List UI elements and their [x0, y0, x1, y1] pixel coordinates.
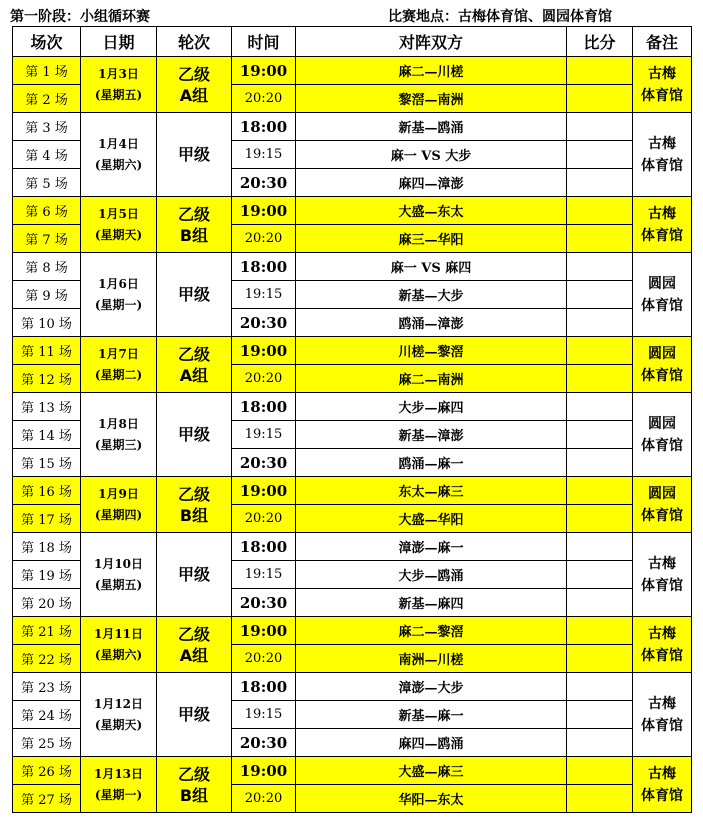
match-teams: 新基—麻一 [296, 701, 567, 729]
match-score [567, 393, 633, 421]
weekday-text: (星期六) [94, 157, 143, 172]
match-score [567, 589, 633, 617]
table-row [13, 673, 692, 701]
stage-title: 第一阶段：小组循环赛 [10, 9, 150, 25]
venue-note [633, 253, 692, 337]
match-teams: 麻二—黎滘 [296, 617, 567, 645]
game-number: 第 5 场 [13, 169, 81, 197]
match-score [567, 449, 633, 477]
round-level [157, 57, 232, 113]
round-level [157, 393, 232, 477]
weekday-text: (星期五) [94, 577, 143, 592]
match-time: 19:15 [232, 421, 296, 449]
venue-text: 体育馆 [641, 577, 683, 594]
match-date [81, 57, 157, 113]
game-number: 第 21 场 [13, 617, 81, 645]
match-score [567, 757, 633, 785]
header-row [13, 27, 692, 57]
match-time: 20:20 [232, 85, 296, 113]
match-teams: 黎滘—南洲 [296, 85, 567, 113]
match-teams: 漳澎—麻一 [296, 533, 567, 561]
match-time: 19:15 [232, 281, 296, 309]
match-score [567, 57, 633, 85]
match-score [567, 505, 633, 533]
match-teams: 鸥涌—麻一 [296, 449, 567, 477]
match-time: 19:00 [232, 337, 296, 365]
match-time: 19:15 [232, 561, 296, 589]
date-text: 1月9日 [98, 486, 139, 501]
match-teams: 麻三—华阳 [296, 225, 567, 253]
match-time: 20:30 [232, 729, 296, 757]
match-score [567, 113, 633, 141]
venue-text: 体育馆 [641, 647, 683, 664]
match-time: 20:20 [232, 785, 296, 813]
table-row [13, 477, 692, 505]
match-time: 18:00 [232, 393, 296, 421]
table-row [13, 113, 692, 141]
round-text: B组 [179, 225, 209, 245]
match-time: 19:15 [232, 701, 296, 729]
game-number: 第 12 场 [13, 365, 81, 393]
round-level [157, 253, 232, 337]
game-number: 第 14 场 [13, 421, 81, 449]
venue-note [633, 673, 692, 757]
round-text: 乙级 [177, 484, 210, 504]
date-text: 1月12日 [93, 696, 144, 711]
round-level [157, 477, 232, 533]
match-teams: 麻一 VS 麻四 [296, 253, 567, 281]
table-row [13, 197, 692, 225]
match-time: 19:00 [232, 57, 296, 85]
match-teams: 大步—鸥涌 [296, 561, 567, 589]
round-text: A组 [179, 365, 209, 385]
round-text: B组 [179, 785, 209, 805]
weekday-text: (星期四) [94, 507, 143, 522]
venue-note [633, 477, 692, 533]
table-row [13, 757, 692, 785]
venue-text: 圆园 [648, 485, 676, 502]
match-date [81, 533, 157, 617]
game-number: 第 24 场 [13, 701, 81, 729]
weekday-text: (星期一) [94, 297, 143, 312]
game-number: 第 11 场 [13, 337, 81, 365]
match-date [81, 617, 157, 673]
round-text: B组 [179, 505, 209, 525]
col-header-notes: 备注 [633, 27, 692, 57]
match-time: 18:00 [232, 533, 296, 561]
venue-note [633, 57, 692, 113]
match-date [81, 757, 157, 813]
match-time: 20:30 [232, 169, 296, 197]
venue-note [633, 197, 692, 253]
match-teams: 东太—麻三 [296, 477, 567, 505]
match-score [567, 141, 633, 169]
match-date [81, 673, 157, 757]
weekday-text: (星期天) [94, 227, 143, 242]
match-score [567, 729, 633, 757]
round-text: 甲级 [177, 285, 210, 304]
match-teams: 大盛—麻三 [296, 757, 567, 785]
match-time: 20:20 [232, 645, 296, 673]
col-header-match: 对阵双方 [296, 27, 567, 57]
game-number: 第 3 场 [13, 113, 81, 141]
venue-text: 古梅 [648, 765, 676, 782]
match-score [567, 421, 633, 449]
date-text: 1月6日 [98, 276, 139, 291]
match-date [81, 113, 157, 197]
match-date [81, 253, 157, 337]
round-text: 乙级 [177, 764, 210, 784]
col-header-date: 日期 [81, 27, 157, 57]
round-level [157, 197, 232, 253]
venue-text: 体育馆 [641, 717, 683, 734]
venue-note [633, 393, 692, 477]
venue-text: 古梅 [648, 65, 676, 82]
venue-text: 古梅 [648, 555, 676, 572]
match-score [567, 617, 633, 645]
match-time: 18:00 [232, 673, 296, 701]
game-number: 第 26 场 [13, 757, 81, 785]
match-teams: 麻四—鸥涌 [296, 729, 567, 757]
table-row [13, 337, 692, 365]
match-date [81, 477, 157, 533]
game-number: 第 7 场 [13, 225, 81, 253]
match-teams: 麻二—南洲 [296, 365, 567, 393]
match-teams: 新基—漳澎 [296, 421, 567, 449]
round-level [157, 673, 232, 757]
match-score [567, 477, 633, 505]
venue-note [633, 757, 692, 813]
venue-note [633, 617, 692, 673]
match-score [567, 309, 633, 337]
venue-list: 比赛地点：古梅体育馆、圆园体育馆 [388, 9, 612, 25]
match-teams: 鸥涌—漳澎 [296, 309, 567, 337]
game-number: 第 17 场 [13, 505, 81, 533]
table-row [13, 57, 692, 85]
match-teams: 麻二—川槎 [296, 57, 567, 85]
date-text: 1月4日 [98, 136, 139, 151]
venue-text: 圆园 [648, 275, 676, 292]
weekday-text: (星期三) [94, 437, 143, 452]
match-date [81, 337, 157, 393]
match-teams: 大步—麻四 [296, 393, 567, 421]
match-score [567, 281, 633, 309]
game-number: 第 4 场 [13, 141, 81, 169]
match-time: 20:30 [232, 589, 296, 617]
match-score [567, 169, 633, 197]
match-time: 20:20 [232, 225, 296, 253]
round-text: A组 [179, 85, 209, 105]
venue-text: 圆园 [648, 345, 676, 362]
match-time: 19:00 [232, 477, 296, 505]
match-score [567, 533, 633, 561]
match-time: 20:20 [232, 505, 296, 533]
col-header-time: 时间 [232, 27, 296, 57]
date-text: 1月8日 [98, 416, 139, 431]
venue-text: 体育馆 [641, 437, 683, 454]
round-level [157, 113, 232, 197]
venue-note [633, 113, 692, 197]
match-time: 20:30 [232, 309, 296, 337]
game-number: 第 25 场 [13, 729, 81, 757]
venue-text: 体育馆 [641, 297, 683, 314]
match-score [567, 561, 633, 589]
round-text: A组 [179, 645, 209, 665]
game-number: 第 6 场 [13, 197, 81, 225]
game-number: 第 20 场 [13, 589, 81, 617]
table-row [13, 617, 692, 645]
match-score [567, 645, 633, 673]
venue-text: 圆园 [648, 415, 676, 432]
round-level [157, 533, 232, 617]
game-number: 第 15 场 [13, 449, 81, 477]
match-teams: 华阳—东太 [296, 785, 567, 813]
venue-note [633, 337, 692, 393]
match-date [81, 197, 157, 253]
game-number: 第 13 场 [13, 393, 81, 421]
game-number: 第 18 场 [13, 533, 81, 561]
page-header [0, 4, 703, 24]
venue-text: 体育馆 [641, 157, 683, 174]
venue-text: 古梅 [648, 205, 676, 222]
venue-text: 体育馆 [641, 787, 683, 804]
venue-text: 体育馆 [641, 507, 683, 524]
round-text: 甲级 [177, 705, 210, 724]
round-text: 甲级 [177, 425, 210, 444]
match-time: 18:00 [232, 113, 296, 141]
round-level [157, 337, 232, 393]
venue-text: 体育馆 [641, 367, 683, 384]
match-time: 18:00 [232, 253, 296, 281]
match-time: 19:15 [232, 141, 296, 169]
game-number: 第 19 场 [13, 561, 81, 589]
match-teams: 麻一 VS 大步 [296, 141, 567, 169]
round-text: 乙级 [177, 624, 210, 644]
table-row [13, 393, 692, 421]
match-teams: 大盛—华阳 [296, 505, 567, 533]
match-time: 19:00 [232, 197, 296, 225]
date-text: 1月10日 [93, 556, 144, 571]
game-number: 第 8 场 [13, 253, 81, 281]
round-text: 甲级 [177, 565, 210, 584]
match-score [567, 673, 633, 701]
weekday-text: (星期五) [94, 87, 143, 102]
match-score [567, 785, 633, 813]
game-number: 第 1 场 [13, 57, 81, 85]
game-number: 第 27 场 [13, 785, 81, 813]
game-number: 第 22 场 [13, 645, 81, 673]
weekday-text: (星期六) [94, 647, 143, 662]
match-teams: 大盛—东太 [296, 197, 567, 225]
schedule-table [12, 26, 692, 813]
match-teams: 新基—大步 [296, 281, 567, 309]
round-level [157, 757, 232, 813]
match-score [567, 85, 633, 113]
match-teams: 麻四—漳澎 [296, 169, 567, 197]
venue-note [633, 533, 692, 617]
match-teams: 川槎—黎滘 [296, 337, 567, 365]
date-text: 1月13日 [93, 766, 144, 781]
match-score [567, 701, 633, 729]
match-time: 20:30 [232, 449, 296, 477]
weekday-text: (星期天) [94, 717, 143, 732]
game-number: 第 23 场 [13, 673, 81, 701]
match-score [567, 197, 633, 225]
weekday-text: (星期一) [94, 787, 143, 802]
round-text: 乙级 [177, 64, 210, 84]
match-time: 20:20 [232, 365, 296, 393]
match-date [81, 393, 157, 477]
round-text: 乙级 [177, 204, 210, 224]
game-number: 第 2 场 [13, 85, 81, 113]
table-row [13, 253, 692, 281]
table-row [13, 533, 692, 561]
match-teams: 南洲—川槎 [296, 645, 567, 673]
game-number: 第 9 场 [13, 281, 81, 309]
venue-text: 古梅 [648, 135, 676, 152]
col-header-game-no: 场次 [13, 27, 81, 57]
match-score [567, 225, 633, 253]
date-text: 1月7日 [98, 346, 139, 361]
match-teams: 新基—麻四 [296, 589, 567, 617]
round-text: 甲级 [177, 145, 210, 164]
round-text: 乙级 [177, 344, 210, 364]
col-header-round: 轮次 [157, 27, 232, 57]
match-time: 19:00 [232, 617, 296, 645]
venue-text: 古梅 [648, 625, 676, 642]
venue-text: 体育馆 [641, 227, 683, 244]
match-teams: 新基—鸥涌 [296, 113, 567, 141]
date-text: 1月11日 [93, 626, 144, 641]
venue-text: 古梅 [648, 695, 676, 712]
match-score [567, 365, 633, 393]
match-time: 19:00 [232, 757, 296, 785]
col-header-score: 比分 [567, 27, 633, 57]
weekday-text: (星期二) [94, 367, 143, 382]
match-teams: 漳澎—大步 [296, 673, 567, 701]
match-score [567, 337, 633, 365]
date-text: 1月3日 [98, 66, 139, 81]
venue-text: 体育馆 [641, 87, 683, 104]
game-number: 第 16 场 [13, 477, 81, 505]
game-number: 第 10 场 [13, 309, 81, 337]
round-level [157, 617, 232, 673]
match-score [567, 253, 633, 281]
date-text: 1月5日 [98, 206, 139, 221]
